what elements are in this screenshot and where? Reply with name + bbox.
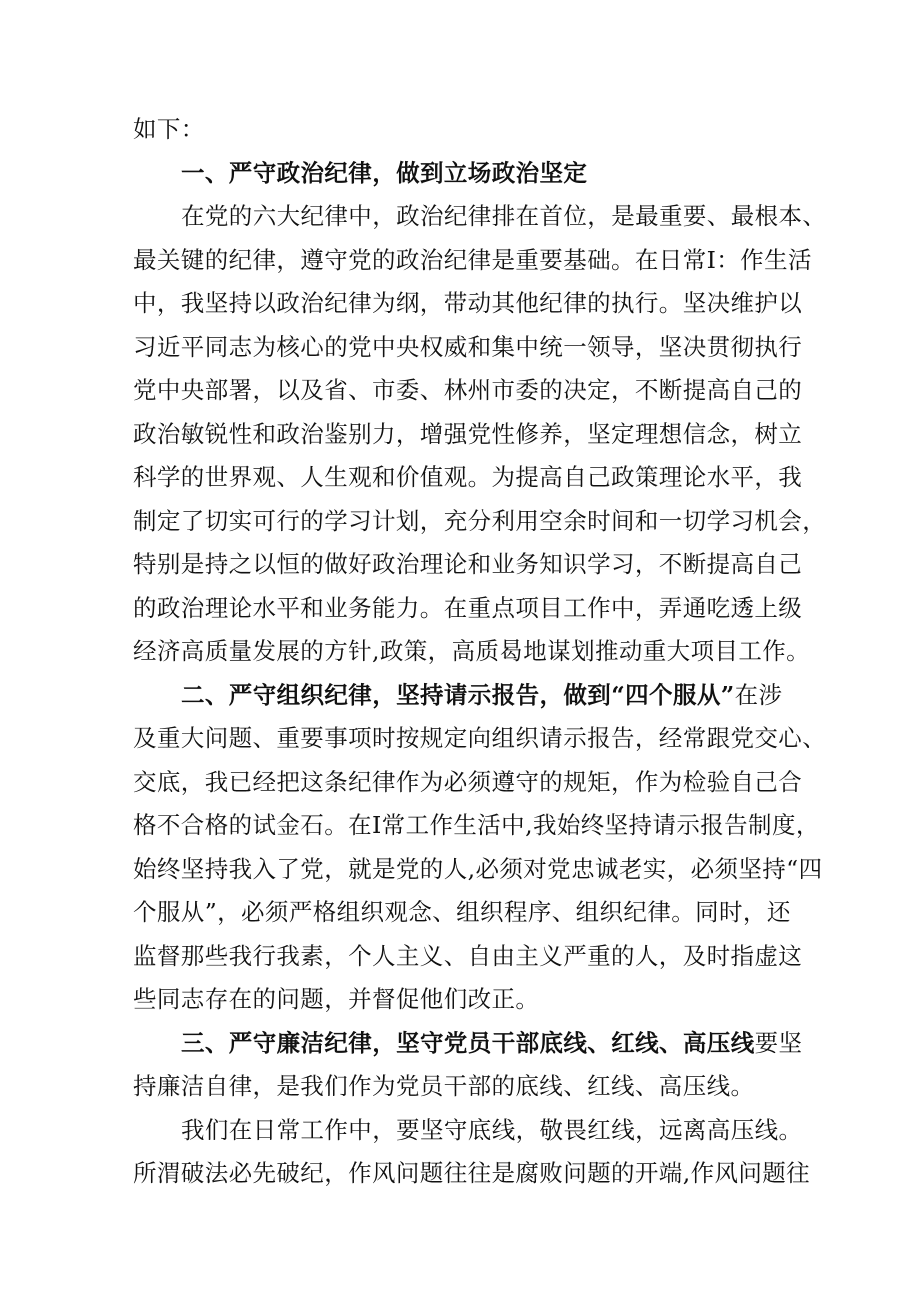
line-text: 及重大问题、重要事项时按规定向组织请示报告，经常跟党交心、 [133,724,827,752]
document-body [133,108,827,1196]
line-text: 经济高质量发展的方针,政策，高质曷地谋划推动重大项目工作。 [133,637,811,665]
heading-text: 一、严守政治纪律，做到立场政治坚定 [181,158,588,187]
text-line [133,630,811,674]
text-line [133,891,795,935]
text-line [133,717,827,761]
line-text: 最关键的纪律，遵守党的政治纪律是重要基础。在日常I：作生活 [133,245,812,274]
section-heading-2 [133,674,795,718]
paragraph-first-line [133,195,827,239]
line-text: 党中央部署，以及省、市委、林州市委的决定，不断提高自己的 [133,376,803,404]
text-line [133,804,820,848]
text-line [133,587,803,631]
text-line [133,761,803,805]
paragraph-first-line [133,1109,803,1153]
text-line [133,369,803,413]
line-text: 我们在日常工作中，要坚守底线，敬畏红线，远离高压线。 [181,1115,803,1144]
text-line [133,413,803,457]
line-text: 监督那些我行我素，个人主义、自由主义严重的人，及时指虚这 [133,941,803,970]
line-text: 持廉洁自律，是我们作为党员干部的底线、红线、高压线。 [133,1072,755,1100]
text-line [133,108,795,152]
line-text: 如下： [133,115,205,143]
heading-text: 三、严守廉洁纪律，坚守党员干部底线、红线、高压线 [181,1028,755,1057]
line-text: 所渭破法必先破纪，作风问题往往是腐败问题的开端,作风问题往 [133,1159,811,1187]
heading-text: 二、严守组织纪律，坚持请示报告，做到“四个服从” [181,680,735,709]
line-text: 制定了切实可行的学习计划，充分利用空余时间和一切学习机会， [133,506,827,535]
line-text: 要坚 [754,1028,803,1057]
text-line [133,456,803,500]
line-text: 始终坚持我入了党，就是党的人,必须对党忠诚老实，必须坚持“四 [133,854,823,883]
text-line [133,500,827,544]
text-line [133,1152,811,1196]
line-text: 在涉 [734,680,783,709]
line-text: 格不合格的试金石。在I常工作生活中,我始终坚持请示报告制度， [133,811,820,839]
section-heading-1 [133,152,795,196]
line-text: 习近平同志为核心的党中央权威和集中统一领导，坚决贯彻执行 [133,332,803,361]
text-line [133,282,803,326]
text-line [133,543,803,587]
line-text: 特别是持之以恒的做好政治理论和业务知识学习，不断提高自己 [133,550,803,578]
line-text: 些同志存在的问题，并督促他们改正。 [133,985,540,1013]
line-text: 的政治理论水平和业务能力。在重点项目工作中，弄通吃透上级 [133,593,803,622]
text-line [133,848,823,892]
line-text: 个服从”，必须严格组织观念、组织程序、组织纪律。同时，还 [133,898,791,926]
section-heading-3 [133,1022,803,1066]
line-text: 在党的六大纪律中，政治纪律排在首位，是最重要、最根本、 [181,202,827,230]
text-line [133,978,795,1022]
line-text: 科学的世界观、人生观和价值观。为提高自己政策理论水平，我 [133,463,803,491]
text-line [133,1065,795,1109]
text-line [133,935,803,979]
line-text: 中，我坚持以政治纪律为纲，带动其他纪律的执行。坚决维护以 [133,289,803,317]
text-line [133,239,812,283]
text-line [133,326,803,370]
line-text: 交底，我已经把这条纪律作为必须遵守的规矩，作为检验自己合 [133,767,803,796]
line-text: 政治敏锐性和政治鉴别力，增强党性修养，坚定理想信念，树立 [133,419,803,448]
